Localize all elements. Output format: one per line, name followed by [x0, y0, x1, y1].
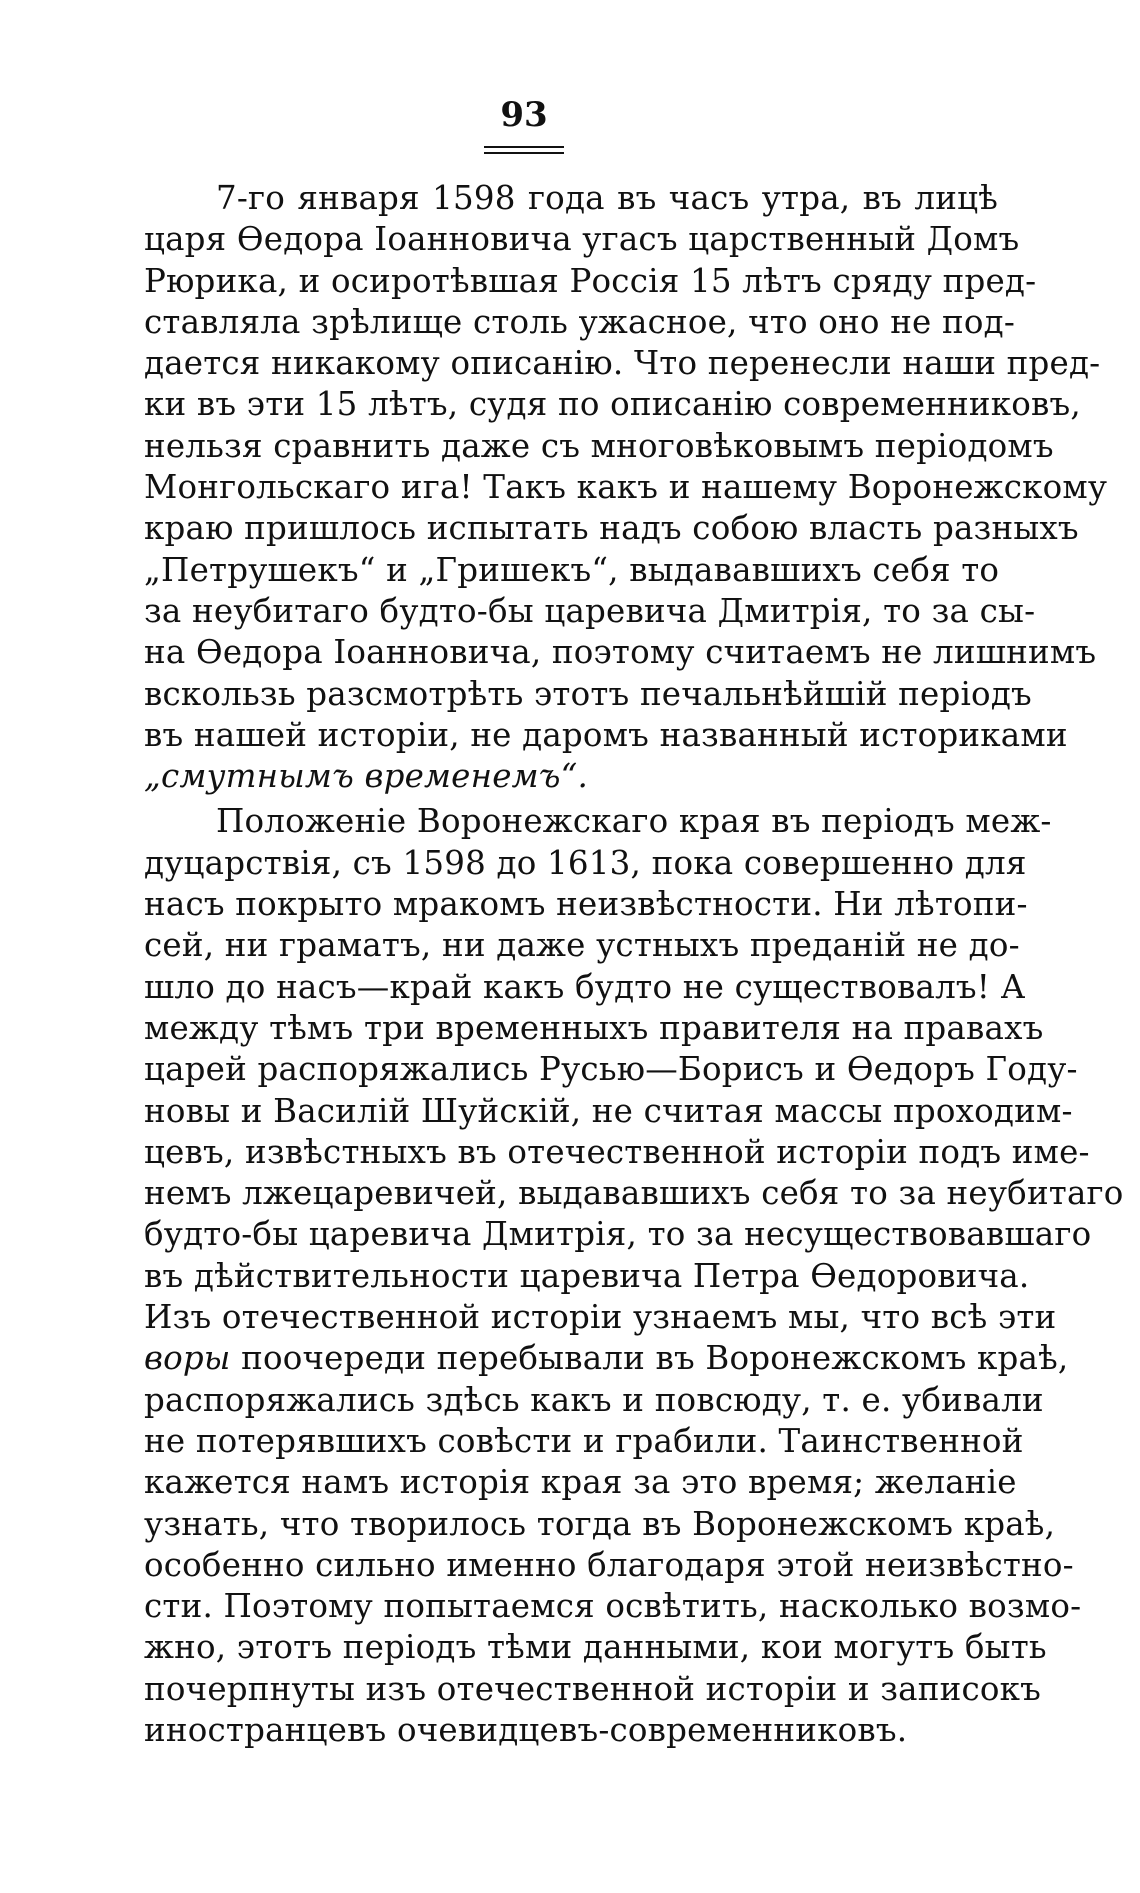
text-line-mixed — [72, 1338, 1069, 1379]
text-line: Положеніе Воронежскаго края въ періодъ меж- — [216, 802, 1052, 841]
text-line: краю пришлось испытать надъ собою власть разныхъ — [144, 509, 1079, 548]
text-line: царя Ѳедора Іоанновича угасъ царственный Домъ — [144, 220, 1020, 259]
body-text — [72, 178, 1124, 1751]
text-line: дается никакому описанію. Что перенесли наши пред- — [144, 344, 1101, 383]
text-line: за неубитаго будто-бы царевича Дмитрія, то за сы- — [144, 591, 1036, 630]
text-line: Монгольскаго ига! Такъ какъ и нашему Воронежскому — [144, 468, 1108, 507]
text-line: вскользь разсмотрѣть этотъ печальнѣйшій періодъ — [144, 674, 1032, 713]
text-line: ки въ эти 15 лѣтъ, судя по описанію современниковъ, — [144, 385, 1081, 424]
text-line: особенно сильно именно благодаря этой неизвѣстно- — [144, 1545, 1074, 1584]
text-line: Рюрика, и осиротѣвшая Россія 15 лѣтъ сряду пред- — [144, 261, 1037, 300]
text-line: новы и Василій Шуйскій, не считая массы проходим- — [144, 1091, 1073, 1130]
paragraph-2 — [72, 801, 1124, 1751]
text-line: нельзя сравнить даже съ многовѣковымъ періодомъ — [144, 426, 1054, 465]
text-line: 7-го января 1598 года въ часъ утра, въ лицѣ — [216, 179, 998, 217]
text-line: сти. Поэтому попытаемся освѣтить, насколько возмо- — [144, 1587, 1082, 1626]
text-line: шло до насъ—край какъ будто не существовалъ! А — [144, 967, 1026, 1006]
text-line: на Ѳедора Іоанновича, поэтому считаемъ не лишнимъ — [144, 633, 1097, 672]
page-number-rule-top — [484, 146, 564, 148]
text-line: ставляла зрѣлище столь ужасное, что оно не под- — [144, 302, 1016, 341]
text-line: Изъ отечественной исторіи узнаемъ мы, что всѣ эти — [144, 1298, 1057, 1337]
text-line: дуцарствія, съ 1598 до 1613, пока совершенно для — [144, 843, 1027, 882]
text-line: сей, ни граматъ, ни даже устныхъ преданій не до- — [144, 926, 1020, 965]
text-line: распоряжались здѣсь какъ и повсюду, т. е. убивали — [144, 1380, 1044, 1419]
page-number-rule-bottom — [484, 152, 564, 154]
text-line: „Петрушекъ“ и „Гришекъ“, выдававшихъ себя то — [144, 550, 1000, 589]
text-line: жно, этотъ періодъ тѣми данными, кои могутъ быть — [144, 1628, 1047, 1667]
text-line: между тѣмъ три временныхъ правителя на правахъ — [144, 1008, 1044, 1047]
italic-word: воры — [144, 1339, 231, 1378]
text-line: не потерявшихъ совѣсти и грабили. Таинственной — [144, 1421, 1024, 1460]
text-line-italic — [72, 756, 998, 797]
text-line: кажется намъ исторія края за это время; желаніе — [144, 1463, 1017, 1502]
text-line: немъ лжецаревичей, выдававшихъ себя то за неубитаго — [144, 1174, 1124, 1213]
text-line: въ нашей исторіи, не даромъ названный историками — [144, 715, 1068, 754]
text-line: царей распоряжались Русью—Борисъ и Ѳедоръ Году- — [144, 1050, 1078, 1089]
text-line: въ дѣйствительности царевича Петра Ѳедоровича. — [144, 1256, 1030, 1295]
text-line: будто-бы царевича Дмитрія, то за несуществовавшаго — [144, 1215, 1092, 1254]
text-line: цевъ, извѣстныхъ въ отечественной исторіи подъ име- — [144, 1132, 1090, 1171]
text-line: насъ покрыто мракомъ неизвѣстности. Ни лѣтопи- — [144, 885, 1028, 924]
page-number: 93 — [500, 95, 548, 135]
text-line: узнать, что творилось тогда въ Воронежскомъ краѣ, — [144, 1504, 1056, 1543]
italic-phrase: „смутнымъ временемъ“. — [144, 757, 588, 796]
paragraph-1 — [72, 178, 1108, 797]
text-line: почерпнуты изъ отечественной исторіи и записокъ — [144, 1669, 1042, 1708]
text-fragment: поочереди перебывали въ Воронежскомъ краѣ, — [230, 1339, 1069, 1378]
text-line-final: иностранцевъ очевидцевъ-современниковъ. — [144, 1710, 908, 1749]
